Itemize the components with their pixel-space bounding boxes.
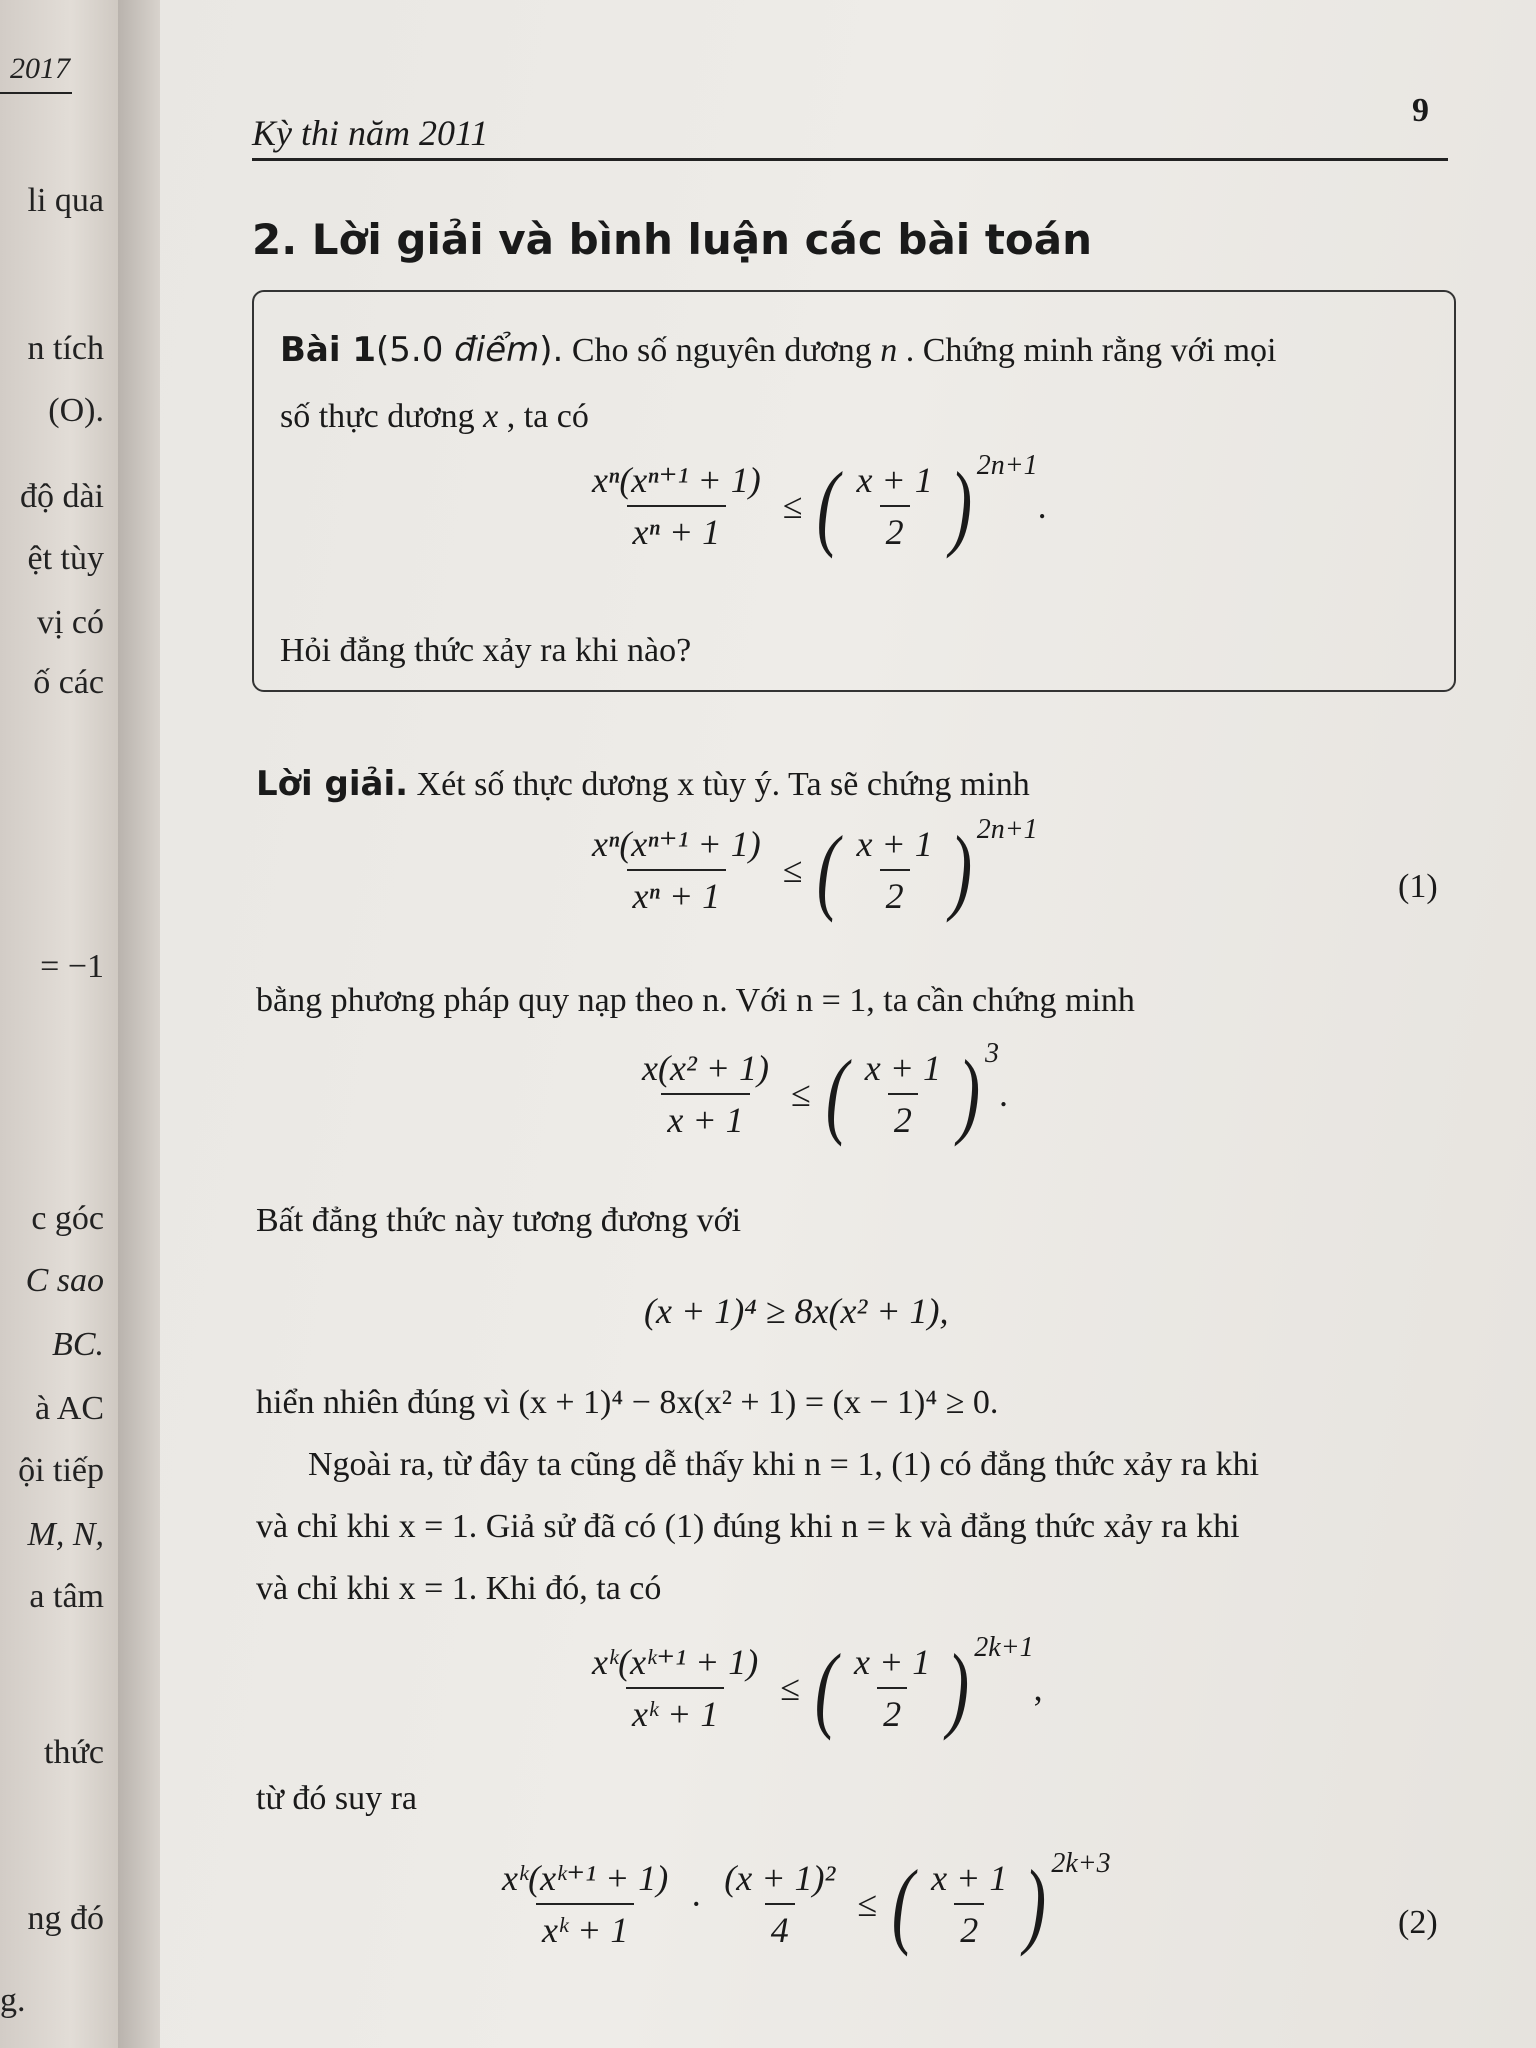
le-sign: ≤ bbox=[791, 1074, 811, 1114]
margin-fragment: thức bbox=[44, 1734, 104, 1771]
problem-statement-line2 bbox=[280, 398, 589, 436]
margin-fragment: (O). bbox=[48, 392, 104, 429]
denominator: xᵏ + 1 bbox=[626, 1687, 724, 1735]
comma: , bbox=[1033, 1668, 1043, 1708]
margin-fragment: a tâm bbox=[29, 1578, 104, 1615]
numerator: xᵏ(xᵏ⁺¹ + 1) bbox=[592, 1642, 759, 1682]
solution-obvious-line: hiển nhiên đúng vì (x + 1)⁴ − 8x(x² + 1) = (x − 1)⁴ ≥ 0. bbox=[256, 1384, 999, 1421]
multiply-dot: · bbox=[690, 1884, 703, 1924]
fraction bbox=[636, 1047, 775, 1141]
denominator: 4 bbox=[765, 1903, 795, 1951]
denominator: x + 1 bbox=[661, 1093, 749, 1141]
solution-paragraph-line2: và chỉ khi x = 1. Giả sử đã có (1) đúng khi n = k và đẳng thức xảy ra khi bbox=[256, 1508, 1240, 1545]
margin-fragment: c góc bbox=[31, 1200, 104, 1237]
numerator: x + 1 bbox=[856, 460, 933, 500]
solution-text: Xét số thực dương x tùy ý. Ta sẽ chứng minh bbox=[408, 766, 1030, 803]
numerator: xⁿ(xⁿ⁺¹ + 1) bbox=[592, 824, 761, 864]
margin-fragment: C sao bbox=[25, 1262, 104, 1299]
margin-fragment: li qua bbox=[27, 182, 104, 219]
period: . bbox=[999, 1074, 1009, 1114]
problem-var-n: n bbox=[880, 332, 898, 369]
fraction bbox=[496, 1857, 674, 1951]
right-paren: ) bbox=[949, 816, 972, 923]
book-gutter bbox=[118, 0, 160, 2048]
equation-label-2: (2) bbox=[1398, 1904, 1438, 1941]
section-title: 2. Lời giải và bình luận các bài toán bbox=[252, 215, 1092, 264]
le-sign: ≤ bbox=[780, 1668, 801, 1708]
problem-points-word: điểm bbox=[454, 330, 540, 370]
margin-fragment: độ dài bbox=[19, 478, 104, 515]
fraction bbox=[850, 459, 938, 553]
fraction bbox=[586, 459, 767, 553]
numerator: x + 1 bbox=[864, 1048, 942, 1088]
denominator: xⁿ + 1 bbox=[627, 505, 727, 553]
page-number: 9 bbox=[1412, 92, 1429, 129]
problem-points: (5.0 bbox=[376, 330, 455, 370]
margin-fragment: ng đó bbox=[27, 1900, 104, 1937]
problem-points-close: ). bbox=[539, 330, 564, 370]
right-paren: ) bbox=[957, 1040, 981, 1147]
exponent: 2k+1 bbox=[974, 1632, 1034, 1663]
solution-label: Lời giải. bbox=[256, 764, 409, 804]
inequality-n1 bbox=[630, 1038, 1009, 1147]
solution-equiv-line: Bất đẳng thức này tương đương với bbox=[256, 1202, 742, 1239]
exponent: 2n+1 bbox=[976, 450, 1038, 481]
left-paren: ( bbox=[817, 816, 840, 923]
header-rule bbox=[252, 158, 1448, 161]
margin-fragment: BC. bbox=[52, 1326, 104, 1363]
fraction bbox=[718, 1857, 841, 1951]
margin-rule bbox=[0, 92, 72, 94]
period: . bbox=[1037, 486, 1047, 526]
fraction bbox=[859, 1047, 947, 1141]
margin-fragment: n tích bbox=[27, 330, 104, 367]
exponent: 3 bbox=[985, 1038, 1000, 1069]
left-paren: ( bbox=[817, 452, 840, 559]
left-paren: ( bbox=[814, 1634, 838, 1741]
solution-deduce-line: từ đó suy ra bbox=[256, 1780, 418, 1817]
fraction bbox=[848, 1641, 936, 1735]
equation-label-1: (1) bbox=[1398, 868, 1438, 905]
denominator: 2 bbox=[880, 505, 910, 553]
problem-var-x: x bbox=[483, 398, 499, 435]
right-paren: ) bbox=[949, 452, 972, 559]
problem-text: Cho số nguyên dương bbox=[563, 332, 881, 369]
problem-label: Bài 1 bbox=[280, 330, 377, 370]
numerator: xⁿ(xⁿ⁺¹ + 1) bbox=[592, 460, 761, 500]
exponent: 2n+1 bbox=[976, 814, 1038, 845]
left-paren: ( bbox=[891, 1850, 915, 1957]
expanded-inequality: (x + 1)⁴ ≥ 8x(x² + 1), bbox=[644, 1291, 949, 1331]
numerator: x + 1 bbox=[856, 824, 933, 864]
problem-text: . Chứng minh rằng với mọi bbox=[897, 332, 1277, 369]
fraction bbox=[586, 823, 767, 917]
solution-paragraph-line1: Ngoài ra, từ đây ta cũng dễ thấy khi n = 1, (1) có đẳng thức xảy ra khi bbox=[308, 1446, 1260, 1483]
denominator: xᵏ + 1 bbox=[536, 1903, 634, 1951]
solution-induction-line: bằng phương pháp quy nạp theo n. Với n = 1, ta cần chứng minh bbox=[256, 982, 1135, 1019]
inequality-1 bbox=[580, 814, 1038, 923]
fraction bbox=[850, 823, 938, 917]
numerator: (x + 1)² bbox=[724, 1858, 836, 1898]
fraction bbox=[925, 1857, 1013, 1951]
margin-fragment: à AC bbox=[35, 1390, 104, 1427]
margin-fragment: g. bbox=[0, 1982, 26, 2019]
adjacent-page-strip bbox=[0, 0, 118, 2048]
main-inequality bbox=[580, 450, 1047, 559]
problem-statement-line1 bbox=[280, 330, 1276, 370]
le-sign: ≤ bbox=[782, 486, 803, 526]
running-header: Kỳ thi năm 2011 bbox=[252, 113, 489, 153]
fraction bbox=[586, 1641, 764, 1735]
denominator: 2 bbox=[888, 1093, 918, 1141]
margin-fragment: = −1 bbox=[40, 948, 104, 985]
numerator: x + 1 bbox=[931, 1858, 1008, 1898]
margin-fragment: ội tiếp bbox=[18, 1452, 104, 1489]
denominator: 2 bbox=[880, 869, 910, 917]
problem-text: , ta có bbox=[498, 398, 589, 435]
margin-fragment: vị có bbox=[36, 604, 104, 641]
exponent: 2k+3 bbox=[1051, 1848, 1111, 1879]
problem-question: Hỏi đẳng thức xảy ra khi nào? bbox=[280, 632, 692, 669]
left-paren: ( bbox=[825, 1040, 848, 1147]
numerator: xᵏ(xᵏ⁺¹ + 1) bbox=[502, 1858, 669, 1898]
margin-fragment: ệt tùy bbox=[27, 540, 104, 577]
book-page bbox=[160, 0, 1536, 2048]
right-paren: ) bbox=[947, 1634, 970, 1741]
inequality-k bbox=[580, 1632, 1043, 1741]
problem-text: số thực dương bbox=[280, 398, 484, 435]
inequality-2 bbox=[490, 1848, 1111, 1957]
solution-paragraph-line3: và chỉ khi x = 1. Khi đó, ta có bbox=[256, 1570, 662, 1607]
margin-fragment: M, N, bbox=[27, 1516, 104, 1553]
le-sign: ≤ bbox=[782, 850, 803, 890]
margin-fragment: ố các bbox=[33, 664, 104, 701]
le-sign: ≤ bbox=[857, 1884, 878, 1924]
numerator: x + 1 bbox=[854, 1642, 931, 1682]
numerator: x(x² + 1) bbox=[642, 1048, 770, 1088]
right-paren: ) bbox=[1024, 1850, 1047, 1957]
margin-fragment: 2017 bbox=[10, 52, 70, 85]
denominator: xⁿ + 1 bbox=[627, 869, 727, 917]
denominator: 2 bbox=[877, 1687, 907, 1735]
denominator: 2 bbox=[954, 1903, 984, 1951]
solution-intro bbox=[256, 764, 1030, 804]
